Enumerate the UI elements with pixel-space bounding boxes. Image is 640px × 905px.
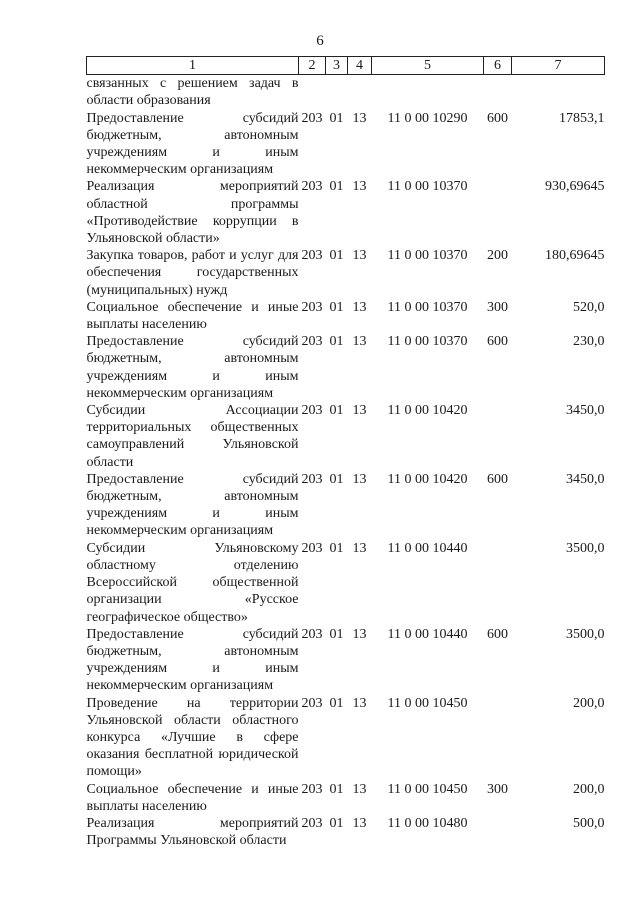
table-row: [87, 695, 605, 781]
target-article-code: 11 0 00 10440: [387, 626, 468, 642]
expense-type-code: 200: [487, 248, 508, 264]
amount: 3500,0: [566, 540, 605, 556]
row-name: Реализация мероприятий Программы Ульяновской области: [86, 815, 299, 849]
amount: 17853,1: [559, 110, 605, 126]
section-code: 01: [329, 110, 344, 126]
expense-type-code: [484, 75, 512, 110]
subsection-code: 13: [352, 815, 367, 831]
subsection-code: 13: [352, 471, 367, 487]
target-article-code: 11 0 00 10480: [387, 815, 468, 831]
subsection-code: 13: [352, 110, 367, 126]
subsection-code: 13: [352, 299, 367, 315]
column-header: 5: [372, 57, 484, 75]
row-name: Предоставление субсидий бюджетным, автономным учреждениям и иным некоммерческим организациям: [86, 110, 299, 178]
admin-code: 203: [301, 179, 323, 195]
admin-code: 203: [301, 626, 323, 642]
amount: 3450,0: [566, 403, 605, 419]
target-article-code: 11 0 00 10370: [387, 334, 468, 350]
expense-type-code: 300: [487, 299, 508, 315]
table-row: [87, 402, 605, 471]
table-row: [87, 247, 605, 299]
row-name: Предоставление субсидий бюджетным, автономным учреждениям и иным некоммерческим организациям: [86, 626, 299, 694]
row-name: Закупка товаров, работ и услуг для обеспечения государственных (муниципальных) нужд: [86, 248, 299, 298]
subsection-code: 13: [352, 540, 367, 556]
amount: 200,0: [573, 695, 605, 711]
amount: 180,69645: [545, 248, 605, 264]
section-code: [326, 75, 348, 110]
admin-code: 203: [301, 695, 323, 711]
section-code: 01: [329, 334, 344, 350]
column-header: 3: [326, 57, 348, 75]
row-name: Предоставление субсидий бюджетным, автономным учреждениям и иным некоммерческим организациям: [86, 334, 299, 401]
amount: 520,0: [573, 299, 605, 315]
admin-code: [299, 75, 326, 110]
section-code: 01: [329, 403, 344, 419]
section-code: 01: [329, 179, 344, 195]
row-name: Социальное обеспечение и иные выплаты населению: [86, 781, 299, 814]
column-header: 4: [348, 57, 372, 75]
amount: 500,0: [573, 815, 605, 831]
row-name: Проведение на территории Ульяновской области областного конкурса «Лучшие в сфере оказания бесплатной юридической помощи»: [86, 695, 299, 780]
expense-type-code: [484, 540, 512, 626]
row-name: связанных с решением задач в области образования: [86, 76, 299, 109]
admin-code: 203: [301, 471, 323, 487]
expense-type-code: 300: [487, 781, 508, 797]
amount: [512, 75, 605, 110]
expense-type-code: [484, 815, 512, 849]
target-article-code: 11 0 00 10370: [387, 248, 468, 264]
target-article-code: 11 0 00 10290: [387, 110, 468, 126]
section-code: 01: [329, 781, 344, 797]
admin-code: 203: [301, 299, 323, 315]
admin-code: 203: [301, 334, 323, 350]
target-article-code: 11 0 00 10370: [387, 179, 468, 195]
table-row: [87, 781, 605, 815]
table-row: [87, 178, 605, 247]
section-code: 01: [329, 815, 344, 831]
target-article-code: 11 0 00 10450: [387, 695, 468, 711]
amount: 3450,0: [566, 471, 605, 487]
section-code: 01: [329, 695, 344, 711]
target-article-code: 11 0 00 10370: [387, 299, 468, 315]
target-article-code: 11 0 00 10440: [387, 540, 468, 556]
table-row: [87, 333, 605, 402]
subsection-code: 13: [352, 248, 367, 264]
expense-type-code: 600: [487, 471, 508, 487]
expense-type-code: [484, 695, 512, 781]
column-header: 1: [87, 57, 299, 75]
section-code: 01: [329, 471, 344, 487]
admin-code: 203: [301, 540, 323, 556]
expense-type-code: 600: [487, 334, 508, 350]
amount: 230,0: [573, 334, 605, 350]
target-article-code: 11 0 00 10420: [387, 471, 468, 487]
expense-type-code: [484, 178, 512, 247]
column-header: 6: [484, 57, 512, 75]
target-article-code: 11 0 00 10450: [387, 781, 468, 797]
table-header-row: [87, 57, 605, 75]
row-name: Субсидии Ассоциации территориальных общественных самоуправлений Ульяновской области: [86, 403, 299, 470]
admin-code: 203: [301, 781, 323, 797]
admin-code: 203: [301, 815, 323, 831]
table-row: [87, 815, 605, 849]
expense-type-code: 600: [487, 110, 508, 126]
admin-code: 203: [301, 110, 323, 126]
admin-code: 203: [301, 248, 323, 264]
subsection-code: [348, 75, 372, 110]
section-code: 01: [329, 626, 344, 642]
row-name: Субсидии Ульяновскому областному отделению Всероссийской общественной организации «Русское географическое общество»: [86, 540, 299, 625]
row-name: Социальное обеспечение и иные выплаты населению: [86, 299, 299, 333]
column-header: 2: [299, 57, 326, 75]
subsection-code: 13: [352, 695, 367, 711]
table-row: [87, 626, 605, 695]
expense-type-code: [484, 402, 512, 471]
amount: 200,0: [573, 781, 605, 797]
budget-table: [86, 56, 605, 849]
amount: 3500,0: [566, 626, 605, 642]
expense-type-code: 600: [487, 626, 508, 642]
subsection-code: 13: [352, 781, 367, 797]
amount: 930,69645: [545, 179, 605, 195]
subsection-code: 13: [352, 179, 367, 195]
row-name: Предоставление субсидий бюджетным, автономным учреждениям и иным некоммерческим организациям: [86, 471, 299, 539]
section-code: 01: [329, 540, 344, 556]
target-article-code: 11 0 00 10420: [387, 403, 468, 419]
table-row: [87, 110, 605, 179]
row-name: Реализация мероприятий областной программы «Противодействие коррупции в Ульяновской области»: [86, 179, 299, 247]
table-row: [87, 299, 605, 333]
section-code: 01: [329, 299, 344, 315]
target-article-code: [372, 75, 484, 110]
section-code: 01: [329, 248, 344, 264]
admin-code: 203: [301, 403, 323, 419]
table-row: [87, 471, 605, 540]
subsection-code: 13: [352, 626, 367, 642]
table-row: [87, 540, 605, 626]
column-header: 7: [512, 57, 605, 75]
subsection-code: 13: [352, 334, 367, 350]
subsection-code: 13: [352, 403, 367, 419]
page-number: 6: [316, 33, 324, 49]
table-row: [87, 75, 605, 110]
